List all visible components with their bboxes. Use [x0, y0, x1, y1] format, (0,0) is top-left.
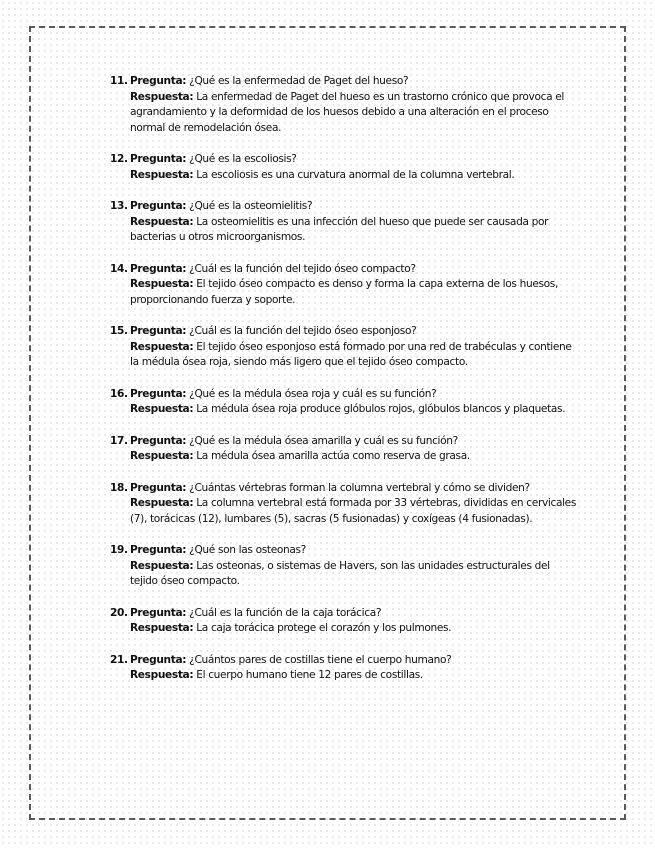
answer-text: La osteomielitis es una infección del hueso que puede ser causada por bacterias u otros microorganismos.	[130, 215, 549, 243]
item-number: 21.	[110, 653, 128, 666]
qa-item	[110, 199, 580, 246]
answer-label: Respuesta:	[130, 90, 194, 103]
item-number: 17.	[110, 434, 128, 447]
question-line	[130, 387, 580, 403]
question-text: ¿Cuál es la función del tejido óseo esponjoso?	[189, 325, 417, 337]
question-label: Pregunta:	[130, 387, 187, 400]
question-label: Pregunta:	[130, 606, 187, 619]
answer-label: Respuesta:	[130, 669, 194, 681]
answer-line	[130, 215, 580, 246]
qa-item	[110, 481, 580, 528]
question-text: ¿Qué es la médula ósea roja y cuál es su función?	[189, 387, 437, 400]
qa-item	[110, 262, 580, 309]
answer-label: Respuesta:	[130, 403, 194, 415]
qa-item	[110, 653, 580, 684]
question-text: ¿Qué es la escoliosis?	[189, 153, 297, 165]
question-label: Pregunta:	[130, 653, 187, 666]
qa-list	[110, 74, 580, 700]
answer-label: Respuesta:	[130, 278, 194, 290]
answer-label: Respuesta:	[130, 559, 194, 572]
qa-item	[110, 324, 580, 371]
item-number: 19.	[110, 544, 128, 556]
item-number: 14.	[110, 262, 128, 275]
item-number: 13.	[110, 200, 128, 212]
answer-line	[130, 277, 580, 308]
qa-item	[110, 387, 580, 418]
answer-label: Respuesta:	[130, 497, 194, 509]
item-number: 20.	[110, 606, 128, 619]
answer-label: Respuesta:	[130, 622, 194, 634]
item-number: 12.	[110, 153, 128, 165]
question-text: ¿Qué es la enfermedad de Paget del hueso?	[189, 75, 409, 87]
question-text: ¿Qué son las osteonas?	[189, 544, 306, 556]
answer-text: La caja torácica protege el corazón y los pulmones.	[196, 622, 452, 634]
question-line	[130, 74, 580, 90]
question-text: ¿Cuál es la función del tejido óseo compacto?	[189, 262, 416, 275]
qa-item	[110, 152, 580, 183]
qa-item	[110, 434, 580, 465]
question-label: Pregunta:	[130, 544, 187, 556]
item-number: 18.	[110, 481, 128, 494]
answer-text: El tejido óseo esponjoso está formado por una red de trabéculas y contiene la médula ósea roja, siendo más ligero que el tejido óseo compacto.	[130, 340, 572, 368]
answer-line	[130, 449, 580, 465]
answer-line	[130, 496, 580, 527]
question-line	[130, 152, 580, 168]
qa-item	[110, 543, 580, 590]
question-text: ¿Qué es la osteomielitis?	[189, 200, 313, 212]
item-number: 15.	[110, 325, 128, 337]
question-label: Pregunta:	[130, 200, 187, 212]
answer-text: La columna vertebral está formada por 33 vértebras, divididas en cervicales (7), torácicas (12), lumbares (5), sacras (5 fusionadas) y coxígeas (4 fusionadas).	[130, 497, 577, 525]
question-line	[130, 606, 580, 622]
answer-text: El cuerpo humano tiene 12 pares de costillas.	[196, 669, 423, 681]
question-line	[130, 481, 580, 497]
question-line	[130, 199, 580, 215]
question-text: ¿Cuántos pares de costillas tiene el cuerpo humano?	[189, 653, 452, 666]
answer-line	[130, 559, 580, 590]
question-line	[130, 262, 580, 278]
answer-label: Respuesta:	[130, 168, 194, 181]
answer-text: La enfermedad de Paget del hueso es un trastorno crónico que provoca el agrandamiento y la deformidad de los huesos debido a una alteración en el proceso normal de remodelación ósea.	[130, 90, 564, 134]
item-number: 11.	[110, 75, 128, 87]
question-text: ¿Cuántas vértebras forman la columna vertebral y cómo se dividen?	[189, 481, 530, 494]
qa-item	[110, 606, 580, 637]
question-line	[130, 324, 580, 340]
question-label: Pregunta:	[130, 262, 187, 275]
item-number: 16.	[110, 387, 128, 400]
question-line	[130, 653, 580, 669]
answer-label: Respuesta:	[130, 215, 194, 228]
question-text: ¿Cuál es la función de la caja torácica?	[189, 606, 382, 619]
question-text: ¿Qué es la médula ósea amarilla y cuál es su función?	[189, 434, 458, 447]
question-label: Pregunta:	[130, 75, 187, 87]
answer-line	[130, 340, 580, 371]
answer-line	[130, 168, 580, 184]
question-label: Pregunta:	[130, 481, 187, 494]
question-line	[130, 434, 580, 450]
answer-label: Respuesta:	[130, 450, 194, 462]
answer-line	[130, 402, 580, 418]
question-line	[130, 543, 580, 559]
question-label: Pregunta:	[130, 434, 187, 447]
answer-text: El tejido óseo compacto es denso y forma la capa externa de los huesos, proporcionando fuerza y soporte.	[130, 278, 558, 306]
question-label: Pregunta:	[130, 153, 187, 165]
answer-text: La médula ósea amarilla actúa como reserva de grasa.	[196, 450, 470, 462]
answer-label: Respuesta:	[130, 340, 194, 353]
answer-text: Las osteonas, o sistemas de Havers, son las unidades estructurales del tejido óseo compacto.	[130, 559, 550, 587]
answer-text: La médula ósea roja produce glóbulos rojos, glóbulos blancos y plaquetas.	[196, 403, 566, 415]
answer-line	[130, 90, 580, 137]
answer-text: La escoliosis es una curvatura anormal de la columna vertebral.	[196, 168, 515, 181]
qa-item	[110, 74, 580, 136]
answer-line	[130, 621, 580, 637]
answer-line	[130, 668, 580, 684]
question-label: Pregunta:	[130, 325, 187, 337]
